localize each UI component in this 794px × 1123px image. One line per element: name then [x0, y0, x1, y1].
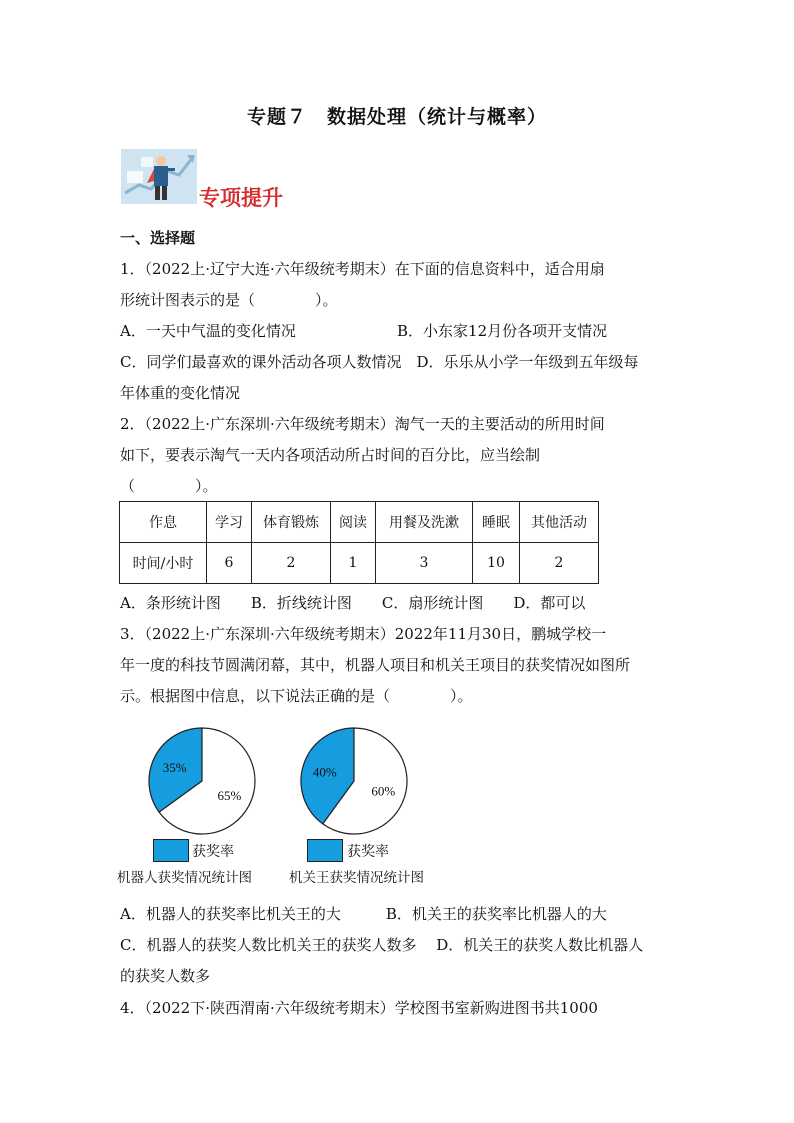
pie-slice-label: 65%: [217, 787, 242, 803]
q1-stem-line1: 1．（2022上·辽宁大连·六年级统考期末）在下面的信息资料中，适合用扇: [120, 260, 605, 278]
legend-label: 获奖率: [192, 844, 234, 860]
legend-label: 获奖率: [347, 844, 389, 860]
activity-table: [119, 501, 599, 584]
section-heading: 一、选择题: [120, 229, 196, 247]
pie-chart-robot: [145, 724, 259, 838]
q3-option-ab: A．机器人的获奖率比机关王的大 B．机关王的获奖率比机器人的大: [120, 905, 607, 923]
table-cell: 作息: [120, 502, 207, 543]
table-cell: 睡眠: [473, 502, 520, 543]
table-cell: 10: [473, 543, 520, 584]
table-header-row: [120, 502, 599, 543]
q2-options: A．条形统计图 B．折线统计图 C．扇形统计图 D．都可以: [120, 594, 586, 612]
q3-option-cd: C．机器人的获奖人数比机关王的获奖人数多 D．机关王的获奖人数比机器人: [120, 936, 644, 954]
banner-illustration: [121, 149, 197, 204]
table-cell: 其他活动: [520, 502, 599, 543]
page-title: 专题７ 数据处理（统计与概率）: [246, 106, 547, 128]
pie-slice-label: 60%: [371, 783, 396, 799]
q2-stem-line3: （ ）。: [120, 477, 218, 495]
table-cell: 学习: [207, 502, 252, 543]
q1-option-b: B．小东家12月份各项开支情况: [397, 322, 608, 340]
q3-stem-line2: 年一度的科技节圆满闭幕，其中，机器人项目和机关王项目的获奖情况如图所: [120, 656, 631, 674]
table-cell: 1: [331, 543, 376, 584]
chart-title-mechanism: 机关王获奖情况统计图: [289, 870, 424, 886]
q1-option-cd: C．同学们最喜欢的课外活动各项人数情况 D．乐乐从小学一年级到五年级每: [120, 353, 639, 371]
table-cell: 6: [207, 543, 252, 584]
table-cell: 用餐及洗漱: [376, 502, 473, 543]
q2-stem-line1: 2．（2022上·广东深圳·六年级统考期末）淘气一天的主要活动的所用时间: [120, 415, 605, 433]
legend-swatch: [307, 839, 343, 862]
chart-title-robot: 机器人获奖情况统计图: [117, 870, 252, 886]
table-cell: 3: [376, 543, 473, 584]
q3-stem-line1: 3．（2022上·广东深圳·六年级统考期末）2022年11月30日，鹏城学校一: [120, 625, 607, 643]
table-cell: 2: [252, 543, 331, 584]
table-cell: 阅读: [331, 502, 376, 543]
table-cell: 2: [520, 543, 599, 584]
q1-option-a: A．一天中气温的变化情况: [120, 322, 296, 340]
banner-label: 专项提升: [199, 186, 283, 210]
pie-slice-label: 40%: [312, 764, 337, 780]
pie-slice-label: 35%: [162, 760, 187, 776]
q3-option-d-cont: 的获奖人数多: [120, 967, 211, 985]
table-cell: 体育锻炼: [252, 502, 331, 543]
legend-swatch: [153, 839, 189, 862]
q1-stem-line2: 形统计图表示的是（ ）。: [120, 291, 338, 309]
table-row: [120, 543, 599, 584]
q1-option-d-cont: 年体重的变化情况: [120, 384, 241, 402]
q3-stem-line3: 示。根据图中信息，以下说法正确的是（ ）。: [120, 687, 473, 705]
q4-stem-line1: 4．（2022下·陕西渭南·六年级统考期末）学校图书室新购进图书共1000: [120, 999, 598, 1017]
q2-stem-line2: 如下，要表示淘气一天内各项活动所占时间的百分比，应当绘制: [120, 446, 541, 464]
pie-chart-mechanism: [297, 724, 411, 838]
table-cell: 时间/小时: [120, 543, 207, 584]
